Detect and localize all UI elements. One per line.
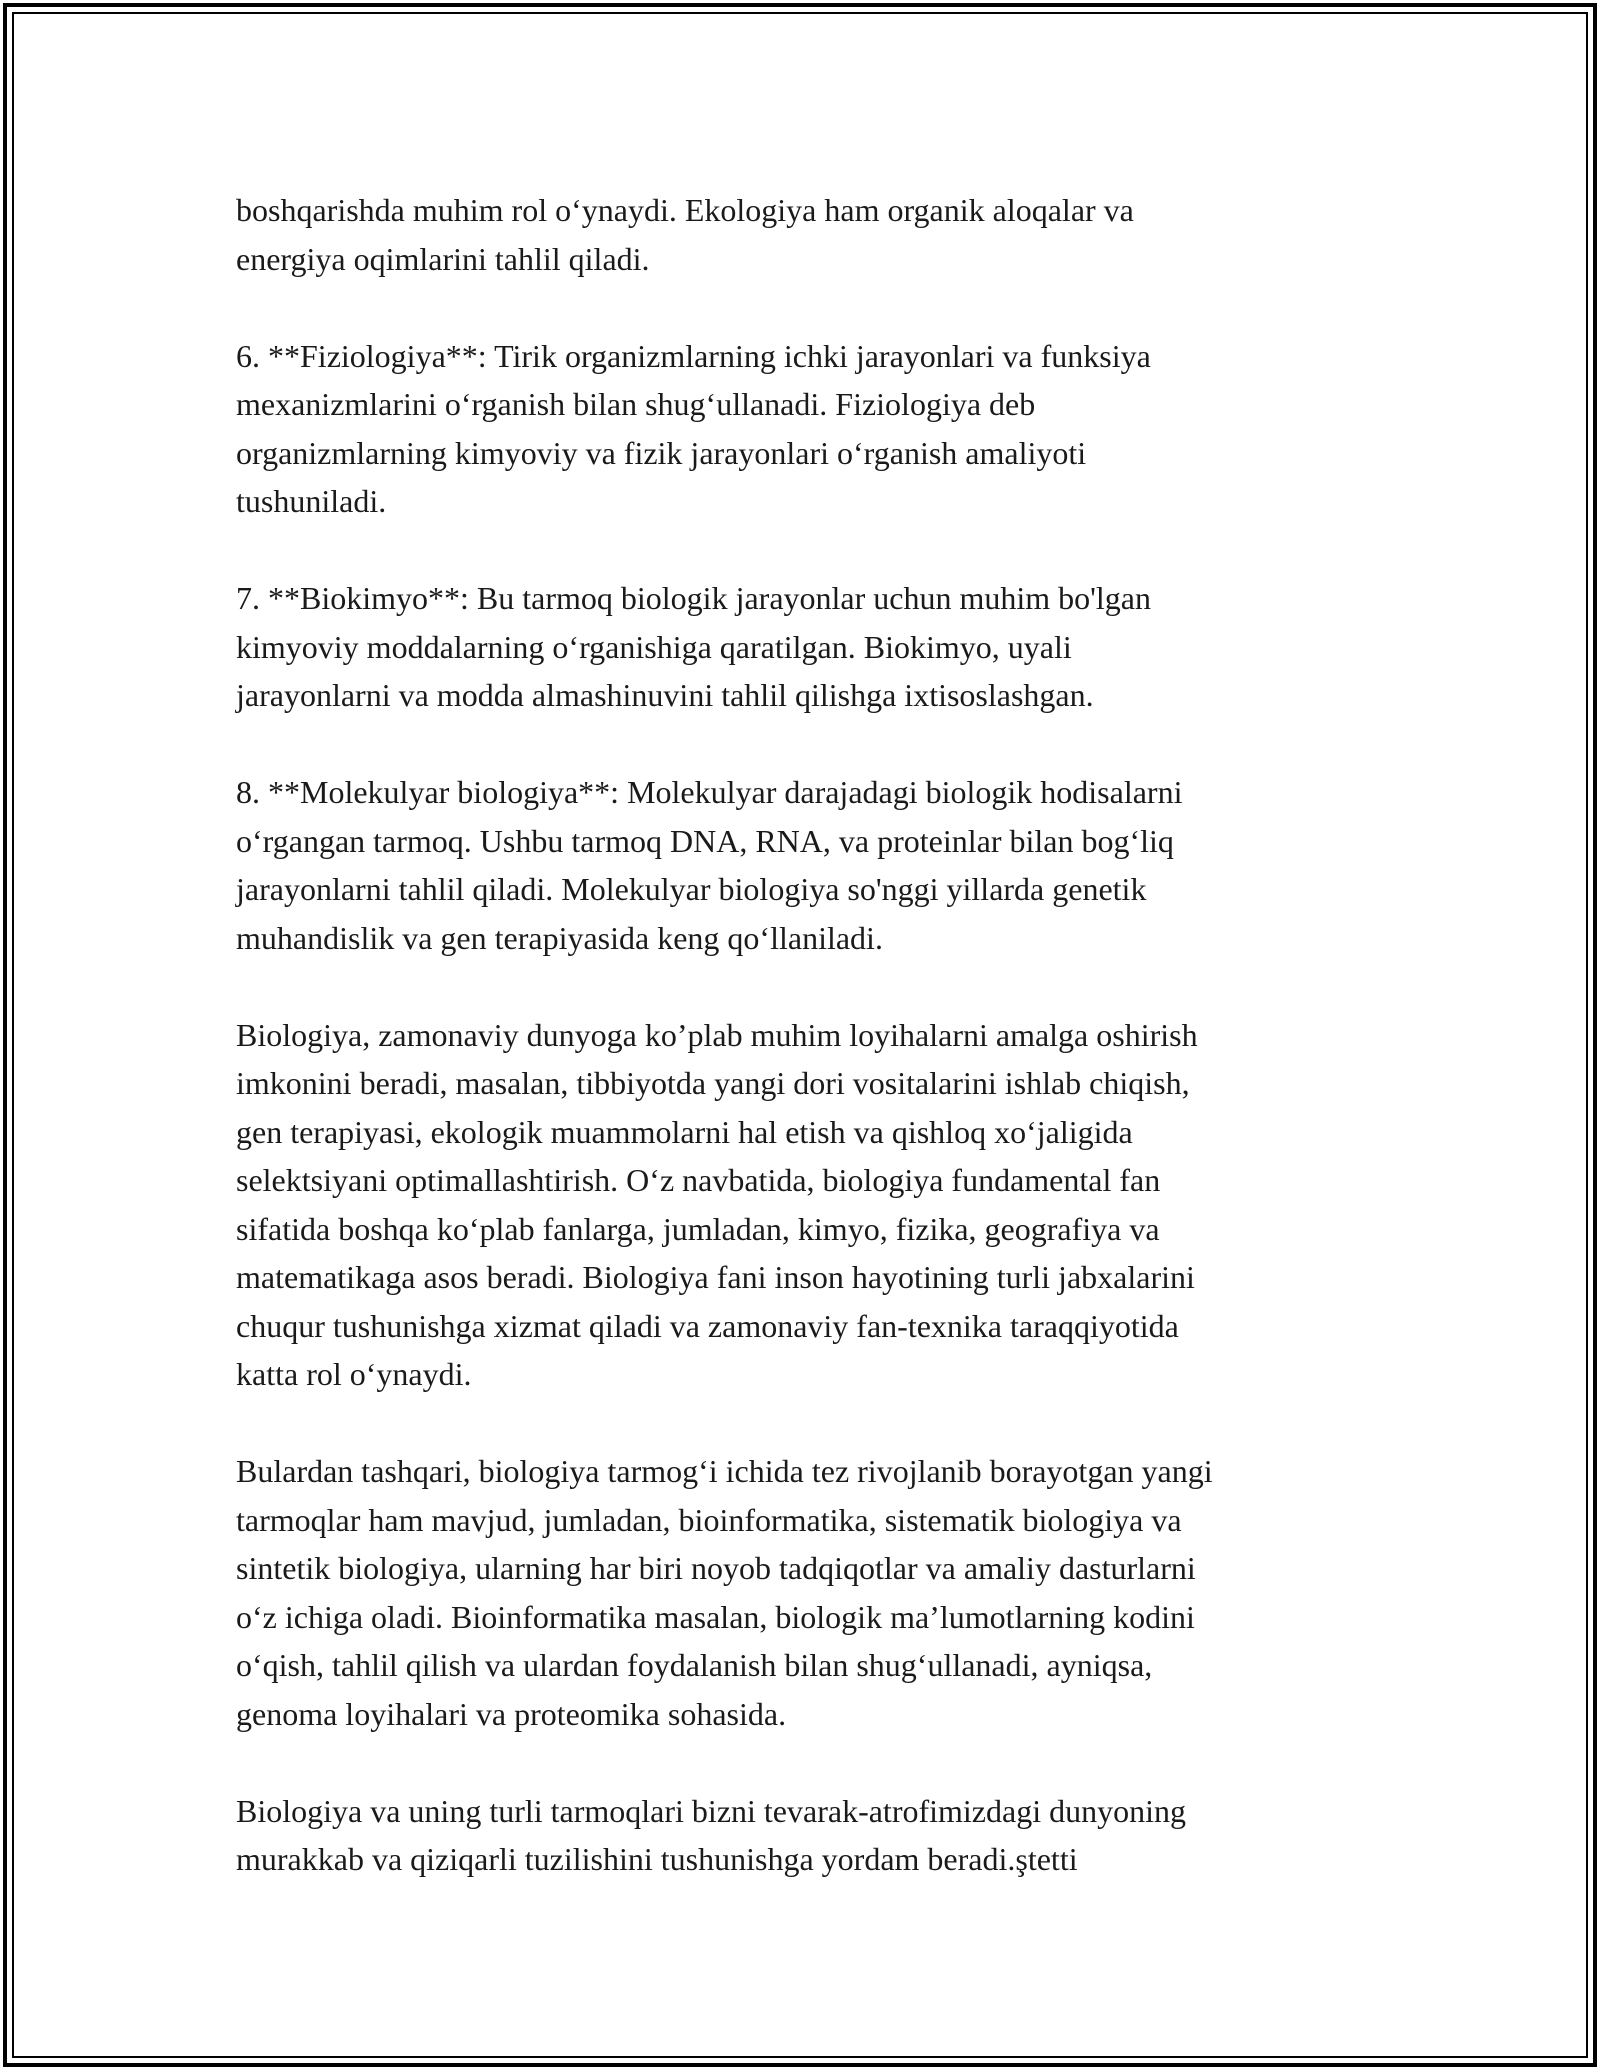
paragraph xyxy=(236,1447,1386,1738)
text-line: genoma loyihalari va proteomika sohasida. xyxy=(236,1695,787,1732)
text-line: murakkab va qiziqarli tuzilishini tushunishga yordam beradi.ştetti xyxy=(236,1841,1078,1877)
document-body xyxy=(236,186,1386,1932)
text-line: 6. **Fiziologiya**: Tirik organizmlarning ichki jarayonlari va funksiya xyxy=(236,337,1151,374)
text-line: chuqur tushunishga xizmat qiladi va zamonaviy fan-texnika taraqqiyotida xyxy=(236,1307,1179,1344)
text-line: selektsiyani optimallashtirish. O‘z navbatida, biologiya fundamental fan xyxy=(236,1162,1161,1198)
text-line: Biologiya va uning turli tarmoqlari bizni tevarak-atrofimizdagi dunyoning xyxy=(236,1792,1186,1829)
paragraph xyxy=(236,186,1386,283)
text-line: Bulardan tashqari, biologiya tarmog‘i ichida tez rivojlanib borayotgan yangi xyxy=(236,1453,1213,1489)
text-line: o‘rgangan tarmoq. Ushbu tarmoq DNA, RNA, va proteinlar bilan bog‘liq xyxy=(236,822,1174,859)
text-line: imkonini beradi, masalan, tibbiyotda yangi dori vositalarini ishlab chiqish, xyxy=(236,1065,1190,1101)
text-line: tushuniladi. xyxy=(236,483,387,519)
text-line: o‘qish, tahlil qilish va ulardan foydalanish bilan shug‘ullanadi, ayniqsa, xyxy=(236,1647,1153,1683)
text-line: boshqarishda muhim rol o‘ynaydi. Ekologiya ham organik aloqalar va xyxy=(236,192,1134,228)
paragraph xyxy=(236,574,1386,720)
paragraph xyxy=(236,768,1386,962)
text-line: muhandislik va gen terapiyasida keng qo‘llaniladi. xyxy=(236,919,883,956)
text-line: energiya oqimlarini tahlil qiladi. xyxy=(236,240,650,277)
text-line: o‘z ichiga oladi. Bioinformatika masalan, biologik ma’lumotlarning kodini xyxy=(236,1598,1195,1635)
text-line: Biologiya, zamonaviy dunyoga ko’plab muhim loyihalarni amalga oshirish xyxy=(236,1016,1198,1053)
text-line: gen terapiyasi, ekologik muammolarni hal etish va qishloq xo‘jaligida xyxy=(236,1113,1133,1150)
text-line: tarmoqlar ham mavjud, jumladan, bioinformatika, sistematik biologiya va xyxy=(236,1501,1182,1538)
text-line: sifatida boshqa ko‘plab fanlarga, jumladan, kimyo, fizika, geografiya va xyxy=(236,1210,1160,1247)
text-line: mexanizmlarini o‘rganish bilan shug‘ullanadi. Fiziologiya deb xyxy=(236,386,1036,422)
text-line: matematikaga asos beradi. Biologiya fani inson hayotining turli jabxalarini xyxy=(236,1259,1195,1295)
text-line: sintetik biologiya, ularning har biri noyob tadqiqotlar va amaliy dasturlarni xyxy=(236,1550,1196,1586)
paragraph xyxy=(236,1787,1386,1884)
text-line: kimyoviy moddalarning o‘rganishiga qaratilgan. Biokimyo, uyali xyxy=(236,628,1072,665)
text-line: jarayonlarni tahlil qiladi. Molekulyar biologiya so'nggi yillarda genetik xyxy=(236,871,1147,907)
paragraph xyxy=(236,332,1386,526)
text-line: 7. **Biokimyo**: Bu tarmoq biologik jarayonlar uchun muhim bo'lgan xyxy=(236,580,1151,616)
text-line: katta rol o‘ynaydi. xyxy=(236,1356,472,1392)
text-line: 8. **Molekulyar biologiya**: Molekulyar darajadagi biologik hodisalarni xyxy=(236,774,1183,810)
text-line: organizmlarning kimyoviy va fizik jarayonlari o‘rganish amaliyoti xyxy=(236,434,1087,471)
paragraph xyxy=(236,1011,1386,1399)
text-line: jarayonlarni va modda almashinuvini tahlil qilishga ixtisoslashgan. xyxy=(236,677,1094,713)
